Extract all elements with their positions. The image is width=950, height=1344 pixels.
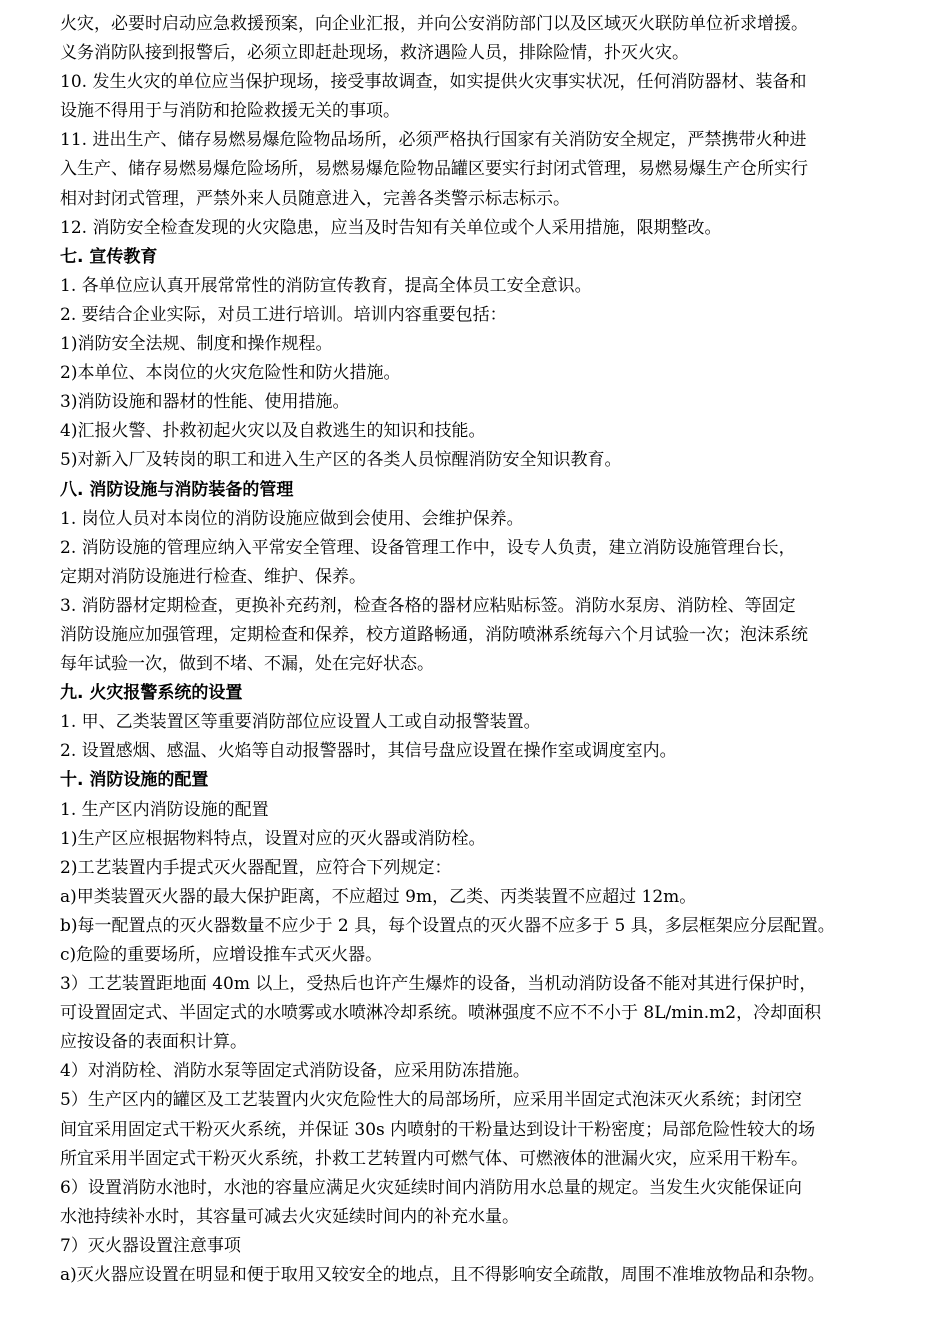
section-heading: 十. 消防设施的配置 — [60, 770, 209, 791]
text-line: 7）灭火器设置注意事项 — [60, 1235, 241, 1256]
text-line: 1. 各单位应认真开展常常性的消防宣传教育，提高全体员工安全意识。 — [60, 275, 592, 296]
text-line: 每年试验一次，做到不堵、不漏，处在完好状态。 — [60, 654, 434, 675]
text-line: a)甲类装置灭火器的最大保护距离，不应超过 9m，乙类、丙类装置不应超过 12m。 — [60, 886, 697, 907]
text-line: 应按设备的表面积计算。 — [60, 1032, 247, 1053]
text-line: 火灾，必要时启动应急救援预案，向企业汇报，并向公安消防部门以及区域灭火联防单位祈求增援。 — [60, 14, 808, 34]
text-line: 定期对消防设施进行检查、维护、保养。 — [60, 566, 366, 587]
text-line: 2. 要结合企业实际，对员工进行培训。培训内容重要包括： — [60, 304, 507, 325]
text-line: 所宜采用半固定式干粉灭火系统，扑救工艺转置内可燃气体、可燃液体的泄漏火灾，应采用干粉车。 — [60, 1148, 808, 1169]
text-line: 设施不得用于与消防和抢险救援无关的事项。 — [60, 101, 400, 122]
text-line: 5)对新入厂及转岗的职工和进入生产区的各类人员惊醒消防安全知识教育。 — [60, 450, 622, 471]
text-line: 3. 消防器材定期检查，更换补充药剂，检查各格的器材应粘贴标签。消防水泵房、消防栓、等固定 — [60, 595, 796, 616]
section-heading: 八. 消防设施与消防装备的管理 — [60, 479, 294, 500]
text-line: 11. 进出生产、储存易燃易爆危险物品场所，必须严格执行国家有关消防安全规定，严禁携带火种进 — [60, 130, 807, 151]
text-line: 消防设施应加强管理，定期检查和保养，校方道路畅通，消防喷淋系统每六个月试验一次；泡沫系统 — [60, 624, 808, 645]
text-line: 可设置固定式、半固定式的水喷雾或水喷淋冷却系统。喷淋强度不应不不小于 8L/min.m2，冷却面积 — [60, 1003, 822, 1024]
section-heading: 九. 火灾报警系统的设置 — [60, 683, 243, 704]
text-line: 2. 设置感烟、感温、火焰等自动报警器时，其信号盘应设置在操作室或调度室内。 — [60, 741, 677, 762]
text-line: 1. 甲、乙类装置区等重要消防部位应设置人工或自动报警装置。 — [60, 712, 541, 733]
text-line: 4)汇报火警、扑救初起火灾以及自救逃生的知识和技能。 — [60, 421, 486, 442]
text-line: 5）生产区内的罐区及工艺装置内火灾危险性大的局部场所，应采用半固定式泡沫灭火系统；封闭空 — [60, 1090, 802, 1111]
text-line: 相对封闭式管理，严禁外来人员随意进入，完善各类警示标志标示。 — [60, 188, 570, 209]
text-line: 间宜采用固定式干粉灭火系统，并保证 30s 内喷射的干粉量达到设计干粉密度；局部危险性较大的场 — [60, 1119, 816, 1140]
text-line: 4）对消防栓、消防水泵等固定式消防设备，应采用防冻措施。 — [60, 1061, 530, 1082]
document-page — [60, 10, 920, 1290]
text-line: 3)消防设施和器材的性能、使用措施。 — [60, 392, 350, 413]
text-line: 水池持续补水时，其容量可减去火灾延续时间内的补充水量。 — [60, 1206, 519, 1227]
text-line: b)每一配置点的灭火器数量不应少于 2 具，每个设置点的灭火器不应多于 5 具，多层框架应分层配置。 — [60, 915, 835, 936]
text-line: 3）工艺装置距地面 40m 以上，受热后也许产生爆炸的设备，当机动消防设备不能对其进行保护时， — [60, 974, 817, 995]
text-line: c)危险的重要场所，应增设推车式灭火器。 — [60, 945, 383, 965]
text-line: 1. 岗位人员对本岗位的消防设施应做到会使用、会维护保养。 — [60, 508, 524, 529]
text-line: 2. 消防设施的管理应纳入平常安全管理、设备管理工作中，设专人负责，建立消防设施管理台长， — [60, 537, 796, 558]
text-line: 1)生产区应根据物料特点，设置对应的灭火器或消防栓。 — [60, 828, 486, 849]
text-line: 1)消防安全法规、制度和操作规程。 — [60, 334, 333, 355]
text-line: 义务消防队接到报警后，必须立即赶赴现场，救济遇险人员，排除险情，扑灭火灾。 — [60, 43, 689, 64]
text-line: 1. 生产区内消防设施的配置 — [60, 799, 269, 820]
section-heading: 七. 宣传教育 — [60, 246, 158, 267]
text-line: 12. 消防安全检查发现的火灾隐患，应当及时告知有关单位或个人采用措施，限期整改。 — [60, 217, 722, 238]
text-line: a)灭火器应设置在明显和便于取用又较安全的地点，且不得影响安全疏散，周围不准堆放物品和杂物。 — [60, 1265, 825, 1286]
text-line: 2)本单位、本岗位的火灾危险性和防火措施。 — [60, 363, 401, 384]
text-line: 入生产、储存易燃易爆危险场所，易燃易爆危险物品罐区要实行封闭式管理，易燃易爆生产仓所实行 — [60, 159, 808, 180]
text-line: 2)工艺装置内手提式灭火器配置，应符合下列规定： — [60, 857, 452, 878]
text-line: 10. 发生火灾的单位应当保护现场，接受事故调查，如实提供火灾事实状况，任何消防器材、装备和 — [60, 72, 807, 93]
text-line: 6）设置消防水池时，水池的容量应满足火灾延续时间内消防用水总量的规定。当发生火灾能保证向 — [60, 1177, 802, 1198]
